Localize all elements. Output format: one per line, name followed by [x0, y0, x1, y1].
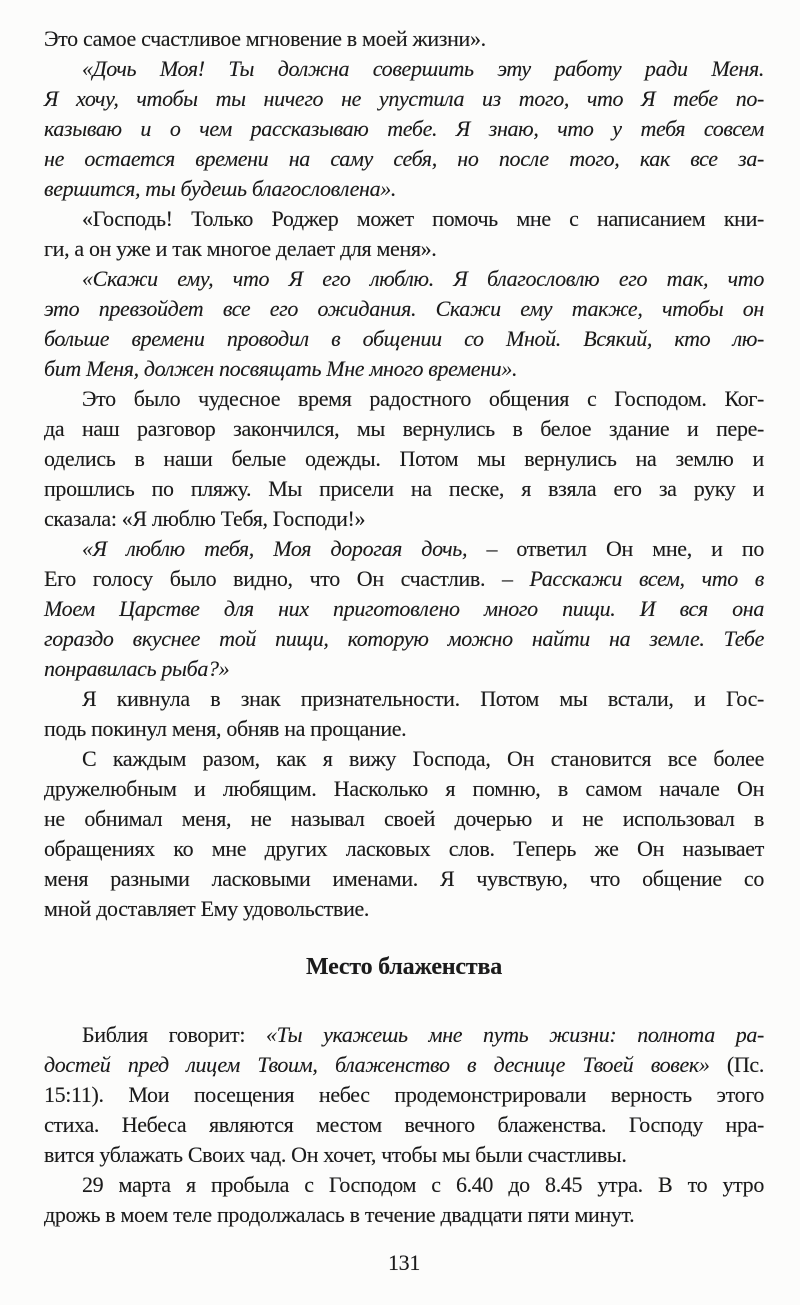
text-segment: «Господь! Только Роджер может помочь мне с написанием кни-	[82, 206, 764, 231]
text-segment: Моем Царстве для них приготовлено много пищи. И вся она	[44, 596, 764, 621]
text-segment: Я хочу, чтобы ты ничего не упустила из того, что Я тебе по-	[44, 86, 764, 111]
text-line	[44, 474, 764, 504]
text-segment: гораздо вкуснее той пищи, которую можно найти на земле. Тебе	[44, 626, 764, 651]
text-line	[44, 1170, 764, 1200]
text-line	[44, 384, 764, 414]
paragraph	[44, 264, 764, 384]
text-line	[44, 624, 764, 654]
text-line	[44, 894, 764, 924]
text-line	[44, 204, 764, 234]
text-line	[44, 1200, 764, 1230]
paragraph	[44, 1020, 764, 1170]
text-segment: меня разными ласковыми именами. Я чувствую, что общение со	[44, 866, 764, 891]
text-segment: «Ты укажешь мне путь жизни: полнота ра-	[265, 1022, 764, 1047]
text-segment: дружелюбным и любящим. Насколько я помню, в самом начале Он	[44, 776, 764, 801]
text-line	[44, 1020, 764, 1050]
text-line	[44, 354, 764, 384]
text-segment: это превзойдет все его ожидания. Скажи ему также, чтобы он	[44, 296, 764, 321]
text-line	[44, 1050, 764, 1080]
text-line	[44, 234, 764, 264]
text-segment: Это было чудесное время радостного общения с Господом. Ког-	[82, 386, 764, 411]
text-segment: «Скажи ему, что Я его люблю. Я благословлю его так, что	[82, 266, 764, 291]
text-segment: ответил Он мне, и по	[497, 536, 764, 561]
text-segment: бит Меня, должен посвящать Мне много времени».	[44, 356, 518, 381]
text-segment: Библия говорит:	[82, 1022, 266, 1047]
text-column-top	[44, 24, 764, 924]
text-line	[44, 114, 764, 144]
text-line	[44, 504, 764, 534]
text-line	[44, 1110, 764, 1140]
text-line	[44, 654, 764, 684]
text-segment: стиха. Небеса являются местом вечного блаженства. Господу нра-	[44, 1112, 764, 1137]
text-column-bottom	[44, 1020, 764, 1230]
text-segment: Его голосу было видно, что Он счастлив. –	[44, 566, 513, 591]
paragraph	[44, 684, 764, 744]
text-line	[44, 834, 764, 864]
text-segment: казываю и о чем рассказываю тебе. Я знаю, что у тебя совсем	[44, 116, 764, 141]
paragraph	[44, 204, 764, 264]
text-line	[44, 414, 764, 444]
text-line	[44, 54, 764, 84]
text-segment: ги, а он уже и так многое делает для меня».	[44, 236, 437, 261]
text-line	[44, 684, 764, 714]
text-segment: понравилась рыба?»	[44, 656, 230, 681]
text-segment: 15:11). Мои посещения небес продемонстрировали верность этого	[44, 1082, 764, 1107]
text-segment: Расскажи всем, что в	[512, 566, 764, 591]
text-segment: вершится, ты будешь благословлена».	[44, 176, 397, 201]
text-line	[44, 864, 764, 894]
text-line	[44, 744, 764, 774]
text-line	[44, 84, 764, 114]
text-segment: подь покинул меня, обняв на прощание.	[44, 716, 407, 741]
text-line	[44, 24, 764, 54]
text-line	[44, 144, 764, 174]
paragraph	[44, 24, 764, 54]
text-line	[44, 1140, 764, 1170]
text-segment: сказала: «Я люблю Тебя, Господи!»	[44, 506, 366, 531]
text-line	[44, 594, 764, 624]
text-segment: С каждым разом, как я вижу Господа, Он становится все более	[82, 746, 764, 771]
text-line	[44, 714, 764, 744]
text-line	[44, 534, 764, 564]
text-line	[44, 564, 764, 594]
text-segment: прошлись по пляжу. Мы присели на песке, я взяла его за руку и	[44, 476, 764, 501]
text-segment: обращениях ко мне других ласковых слов. Теперь же Он называет	[44, 836, 764, 861]
text-line	[44, 444, 764, 474]
text-line	[44, 804, 764, 834]
text-line	[44, 174, 764, 204]
text-segment: не остается времени на саму себя, но после того, как все за-	[44, 146, 764, 171]
text-segment: дрожь в моем теле продолжалась в течение двадцати пяти минут.	[44, 1202, 635, 1227]
paragraph	[44, 744, 764, 924]
text-segment: оделись в наши белые одежды. Потом мы вернулись на землю и	[44, 446, 764, 471]
text-segment: «Я люблю тебя, Моя дорогая дочь, –	[82, 536, 498, 561]
text-segment: не обнимал меня, не называл своей дочерью и не использовал в	[44, 806, 764, 831]
text-segment: достей пред лицем Твоим, блаженство в деснице Твоей вовек»	[44, 1052, 710, 1077]
text-line	[44, 774, 764, 804]
text-segment: вится ублажать Своих чад. Он хочет, чтобы мы были счастливы.	[44, 1142, 627, 1167]
text-segment: мной доставляет Ему удовольствие.	[44, 896, 370, 921]
text-line	[44, 264, 764, 294]
text-segment: больше времени проводил в общении со Мной. Всякий, кто лю-	[44, 326, 764, 351]
paragraph	[44, 1170, 764, 1230]
text-segment: Это самое счастливое мгновение в моей жизни».	[44, 26, 486, 51]
page-number: 131	[388, 1250, 420, 1275]
text-segment: «Дочь Моя! Ты должна совершить эту работу ради Меня.	[82, 56, 764, 81]
paragraph	[44, 534, 764, 684]
section-heading: Место блаженства	[305, 954, 503, 980]
paragraph	[44, 54, 764, 204]
text-segment: да наш разговор закончился, мы вернулись в белое здание и пере-	[44, 416, 764, 441]
text-line	[44, 324, 764, 354]
paragraph	[44, 384, 764, 534]
text-segment: Я кивнула в знак признательности. Потом мы встали, и Гос-	[82, 686, 764, 711]
text-line	[44, 1080, 764, 1110]
text-segment: (Пс.	[709, 1052, 764, 1077]
text-line	[44, 294, 764, 324]
text-segment: 29 марта я пробыла с Господом с 6.40 до 8.45 утра. В то утро	[82, 1172, 764, 1197]
